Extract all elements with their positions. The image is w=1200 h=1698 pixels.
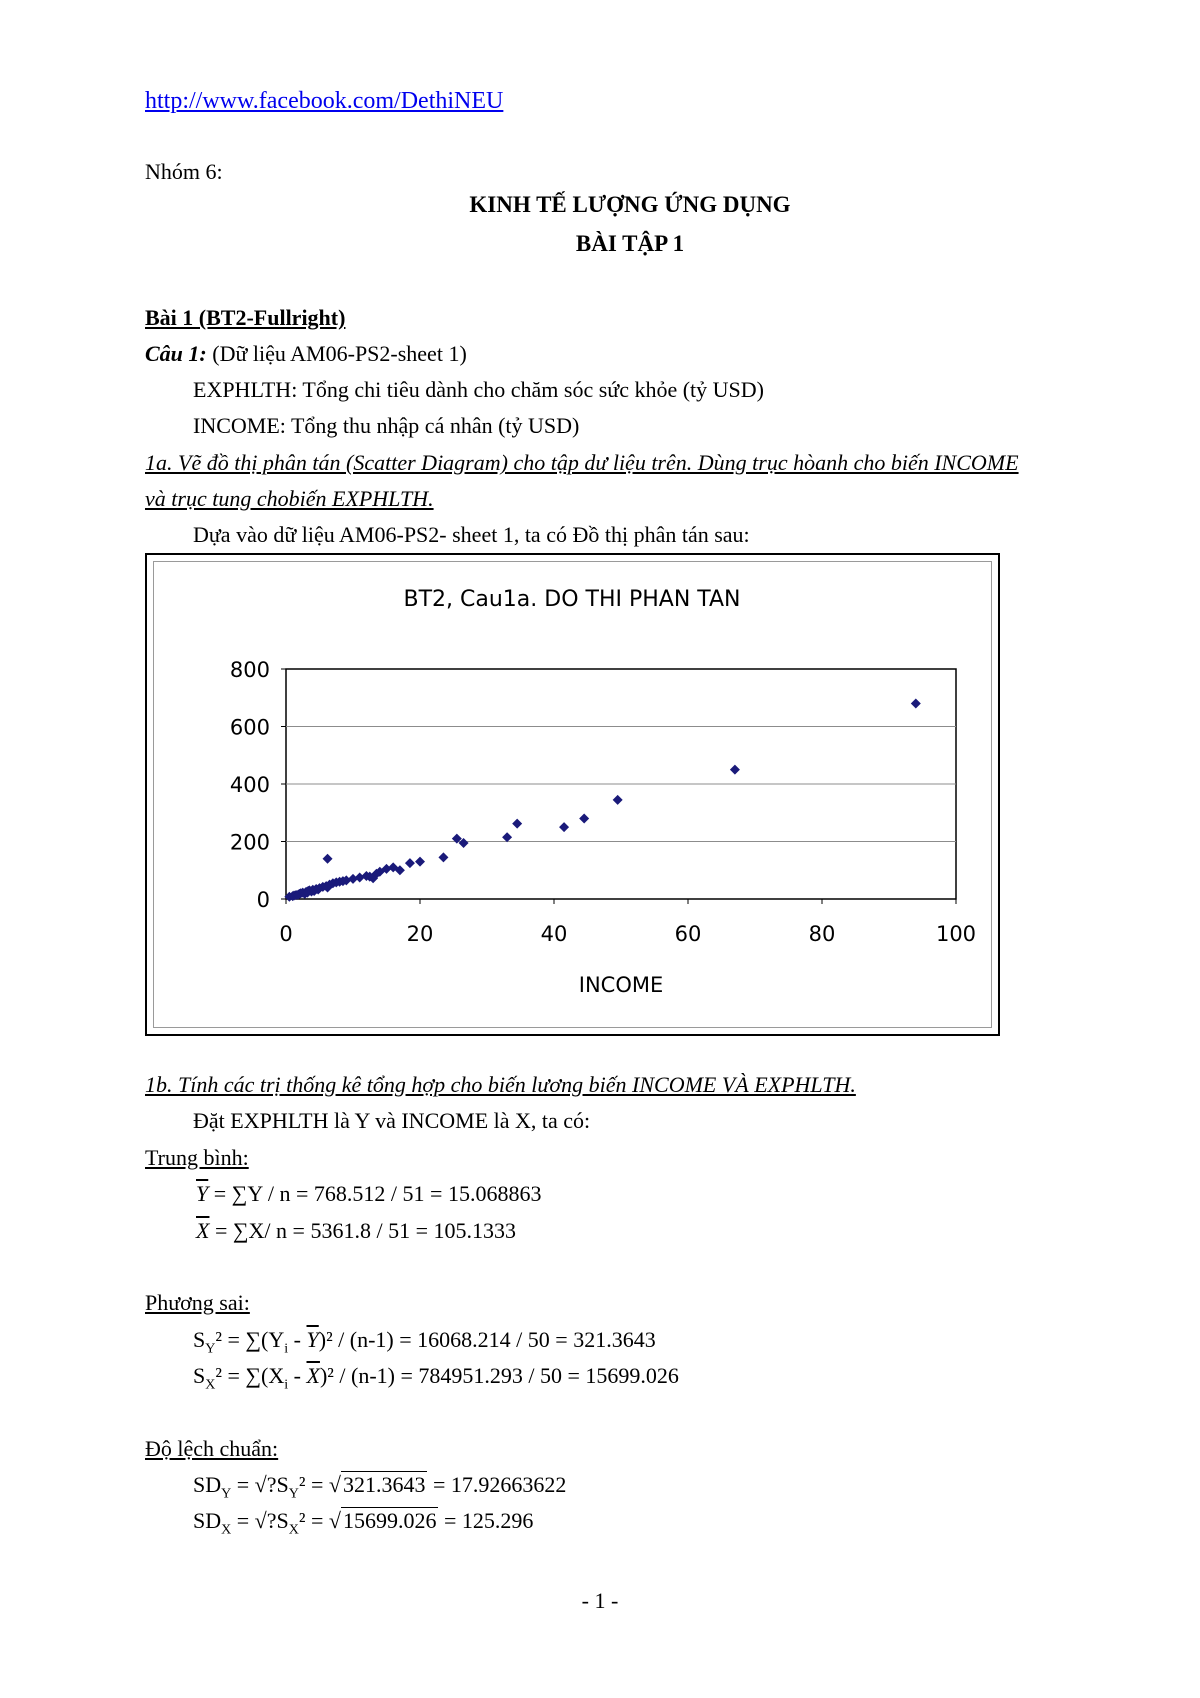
std-dev-x-part: = √?S	[231, 1508, 289, 1533]
variance-y-part: S	[193, 1327, 206, 1352]
y-axis-ticks	[230, 658, 286, 912]
question-1-text: (Dữ liệu AM06-PS2-sheet 1)	[206, 341, 467, 366]
page-subtitle: BÀI TẬP 1	[575, 231, 685, 256]
chart-title: BT2, Cau1a. DO THI PHAN TAN	[403, 587, 741, 612]
std-dev-x-radicand: 15699.026	[342, 1508, 437, 1533]
variable-x-description: INCOME: Tổng thu nhập cá nhân (tỷ USD)	[193, 413, 580, 438]
variance-x-part: S	[193, 1363, 206, 1388]
variance-x-result: )² / (n-1) = 784951.293 / 50 = 15699.026	[319, 1363, 679, 1388]
std-dev-y-part: = √?S	[231, 1472, 289, 1497]
std-dev-x-subscript: X	[221, 1522, 232, 1538]
variance-x-part: ² = ∑(X	[215, 1363, 285, 1388]
x-tick-label: 40	[540, 922, 568, 946]
std-dev-heading: Độ lệch chuẩn:	[145, 1436, 279, 1461]
std-dev-y-result: = 17.92663622	[427, 1472, 567, 1497]
std-dev-y-radicand: 321.3643	[342, 1472, 426, 1497]
variance-x-formula	[193, 1363, 679, 1398]
mean-heading: Trung bình:	[145, 1145, 249, 1170]
variance-x-subscript: X	[205, 1377, 216, 1393]
y-tick-label: 400	[229, 773, 270, 797]
y-tick-label: 200	[229, 830, 270, 855]
variable-y-description: EXPHLTH: Tổng chi tiêu dành cho chăm sóc sức khỏe (tỷ USD)	[193, 377, 765, 402]
question-1b-intro: Đặt EXPHLTH là Y và INCOME là X, ta có:	[193, 1108, 591, 1133]
std-dev-y-subscript: Y	[221, 1486, 232, 1502]
question-1	[145, 341, 467, 367]
std-dev-x-part: SD	[193, 1508, 222, 1533]
mean-y-symbol: $\overline{Y}$	[196, 1181, 209, 1206]
x-tick-label: 80	[808, 922, 836, 946]
std-dev-x-part: ² = √	[298, 1508, 341, 1533]
variance-y-index: i	[284, 1341, 289, 1357]
variance-y-part: -	[288, 1327, 307, 1352]
page-number: - 1 -	[581, 1588, 619, 1613]
group-label: Nhóm 6:	[145, 159, 223, 184]
variance-y-result: )² / (n-1) = 16068.214 / 50 = 321.3643	[318, 1327, 656, 1352]
mean-x-symbol: $\overline{X}$	[196, 1218, 210, 1243]
mean-x-expression: = ∑X/ n = 5361.8 / 51 = 105.1333	[209, 1218, 516, 1243]
variance-x-part: -	[288, 1363, 307, 1388]
scatter-chart-frame	[145, 553, 1000, 1036]
question-1-label: Câu 1:	[145, 341, 207, 366]
variance-y-subscript: Y	[205, 1341, 216, 1357]
std-dev-y-part: ² = √	[298, 1472, 341, 1497]
y-tick-label: 600	[229, 715, 270, 740]
y-tick-label: 800	[229, 658, 270, 682]
x-axis-label: INCOME	[578, 973, 664, 997]
question-1a-intro: Dựa vào dữ liệu AM06-PS2- sheet 1, ta có Đồ thị phân tán sau:	[193, 522, 750, 547]
x-tick-label: 100	[935, 922, 977, 946]
variance-y-part: ² = ∑(Y	[215, 1327, 285, 1352]
x-tick-label: 20	[406, 922, 434, 946]
page-title: KINH TẾ LƯỢNG ỨNG DỤNG	[469, 192, 791, 217]
x-tick-label: 0	[279, 922, 293, 946]
mean-x-formula	[196, 1218, 516, 1244]
mean-y-expression: = ∑Y / n = 768.512 / 51 = 15.068863	[208, 1181, 542, 1206]
variance-x-mean-symbol: $\overline{X}$	[306, 1363, 320, 1388]
variance-y-mean-symbol: $\overline{Y}$	[306, 1327, 319, 1352]
std-dev-y-part: SD	[193, 1472, 222, 1497]
std-dev-x-subscript: X	[288, 1522, 299, 1538]
variance-heading: Phương sai:	[145, 1290, 250, 1315]
question-1a-line-1: 1a. Vẽ đồ thị phân tán (Scatter Diagram) cho tập dư liệu trên. Dùng trục hòanh cho biến INCOME	[145, 450, 1019, 475]
mean-y-formula	[196, 1181, 541, 1207]
x-axis-ticks	[279, 899, 976, 946]
std-dev-y-formula	[193, 1472, 566, 1507]
section-heading: Bài 1 (BT2-Fullright)	[145, 305, 346, 330]
variance-x-index: i	[284, 1377, 289, 1393]
y-tick-label: 0	[256, 888, 270, 912]
header-link[interactable]: http://www.facebook.com/DethiNEU	[145, 88, 504, 114]
scatter-chart	[147, 555, 998, 1034]
question-1a-line-2: và trục tung chobiến EXPHLTH.	[145, 486, 434, 511]
question-1b-line: 1b. Tính các trị thống kê tổng hợp cho biến lương biến INCOME VÀ EXPHLTH.	[145, 1072, 856, 1097]
variance-y-formula	[193, 1327, 656, 1362]
std-dev-x-formula	[193, 1508, 533, 1543]
std-dev-y-subscript: Y	[288, 1486, 299, 1502]
x-tick-label: 60	[674, 922, 702, 946]
std-dev-x-result: = 125.296	[438, 1508, 534, 1533]
